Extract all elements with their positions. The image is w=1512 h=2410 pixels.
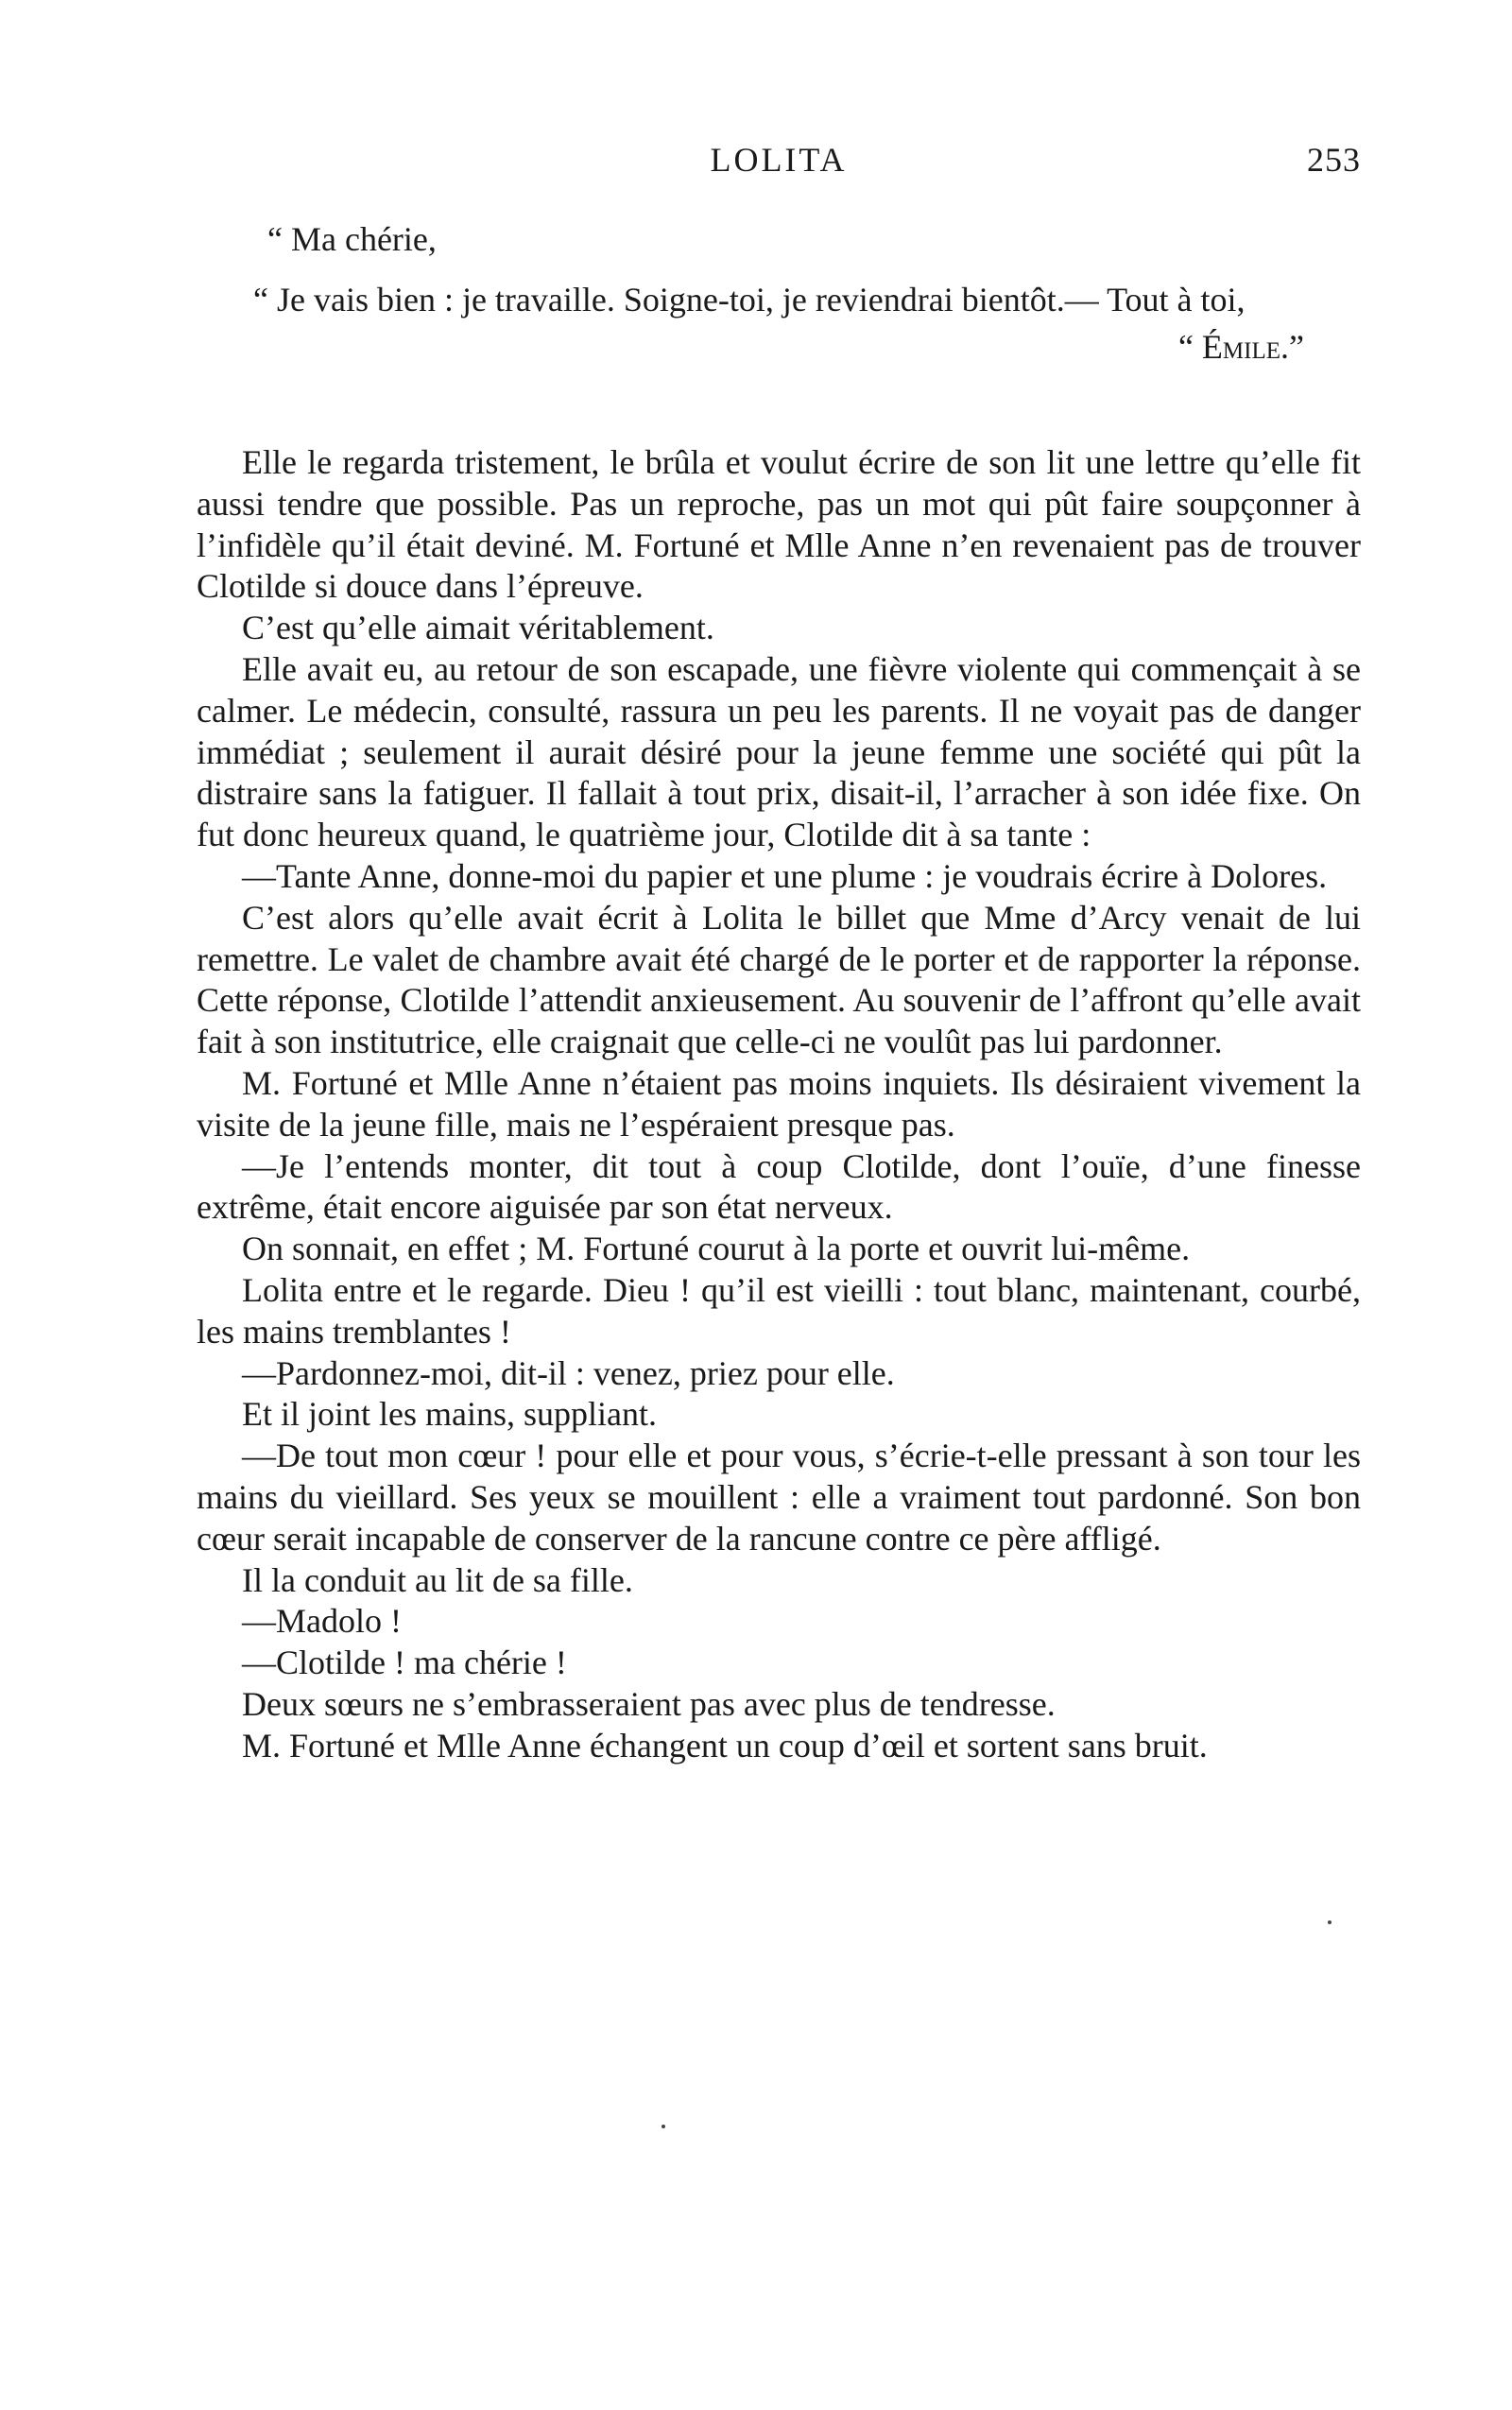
running-title: LOLITA xyxy=(710,141,848,179)
paragraph: Il la conduit au lit de sa fille. xyxy=(242,1560,633,1599)
paragraph: Deux sœurs ne s’embrasseraient pas avec plus de tendresse. xyxy=(242,1684,1056,1723)
paragraph: M. Fortuné et Mlle Anne échangent un coup d’œil et sortent sans bruit. xyxy=(242,1726,1208,1764)
page-number: 253 xyxy=(1307,141,1361,179)
letter-signature: “ Émile.” xyxy=(1177,327,1304,366)
paragraph: C’est alors qu’elle avait écrit à Lolita le billet que Mme d’Arcy venait de lui remettre. Le valet de chambre avait été chargé de le porter et de rapporter la réponse. Cette réponse, Clotilde l’attendit anxieusement. Au souvenir de l’affront qu’elle avait fait à son institutrice, elle craignait que celle-ci ne voulût pas lui pardonner. xyxy=(197,898,1361,1061)
paragraph: —Madolo ! xyxy=(242,1602,402,1641)
print-speck xyxy=(1328,1920,1332,1924)
letter-body: “ Je vais bien : je travaille. Soigne-toi, je reviendrai bientôt.— Tout à toi, xyxy=(253,280,1246,318)
quoted-letter xyxy=(197,219,1361,368)
paragraph: Elle le regarda tristement, le brûla et voulut écrire de son lit une lettre qu’elle fit aussi tendre que possible. Pas un reproche, pas un mot qui pût faire soupçonner à l’infidèle qu’il était deviné. M. Fortuné et Mlle Anne n’en revenaient pas de trouver Clotilde si douce dans l’épreuve. xyxy=(197,443,1361,606)
paragraph: —Je l’entends monter, dit tout à coup Clotilde, dont l’ouïe, d’une finesse extrême, était encore aiguisée par son état nerveux. xyxy=(197,1146,1361,1227)
running-head xyxy=(197,140,1361,187)
paragraph: —De tout mon cœur ! pour elle et pour vous, s’écrie-t-elle pressant à son tour les mains du vieillard. Ses yeux se mouillent : elle a vraiment tout pardonné. Son bon cœur serait incapable de conserver de la rancune contre ce père affligé. xyxy=(197,1437,1361,1558)
paragraph: M. Fortuné et Mlle Anne n’étaient pas moins inquiets. Ils désiraient vivement la visite de la jeune fille, mais ne l’espéraient presque pas. xyxy=(197,1063,1361,1144)
paragraph: —Pardonnez-moi, dit-il : venez, priez pour elle. xyxy=(242,1353,895,1392)
paragraph: —Tante Anne, donne-moi du papier et une plume : je voudrais écrire à Dolores. xyxy=(242,856,1328,895)
letter-salutation: “ Ma chérie, xyxy=(267,220,437,258)
paragraph: Elle avait eu, au retour de son escapade, une fièvre violente qui commençait à se calmer. Le médecin, consulté, rassura un peu les parents. Il ne voyait pas de danger immédiat ; seulement il aurait désiré pour la jeune femme une société qui pût la distraire sans la fatiguer. Il fallait à tout prix, disait-il, l’arracher à son idée fixe. On fut donc heureux quand, le quatrième jour, Clotilde dit à sa tante : xyxy=(197,649,1361,854)
paragraph: —Clotilde ! ma chérie ! xyxy=(242,1644,567,1682)
paragraph: Et il joint les mains, suppliant. xyxy=(242,1395,657,1434)
body-text xyxy=(197,442,1361,1767)
print-speck xyxy=(662,2125,665,2128)
paragraph: C’est qu’elle aimait véritablement. xyxy=(242,609,714,647)
paragraph: Lolita entre et le regarde. Dieu ! qu’il est vieilli : tout blanc, maintenant, courbé, les mains tremblantes ! xyxy=(197,1270,1361,1351)
paragraph: On sonnait, en effet ; M. Fortuné courut à la porte et ouvrit lui-même. xyxy=(242,1230,1191,1268)
